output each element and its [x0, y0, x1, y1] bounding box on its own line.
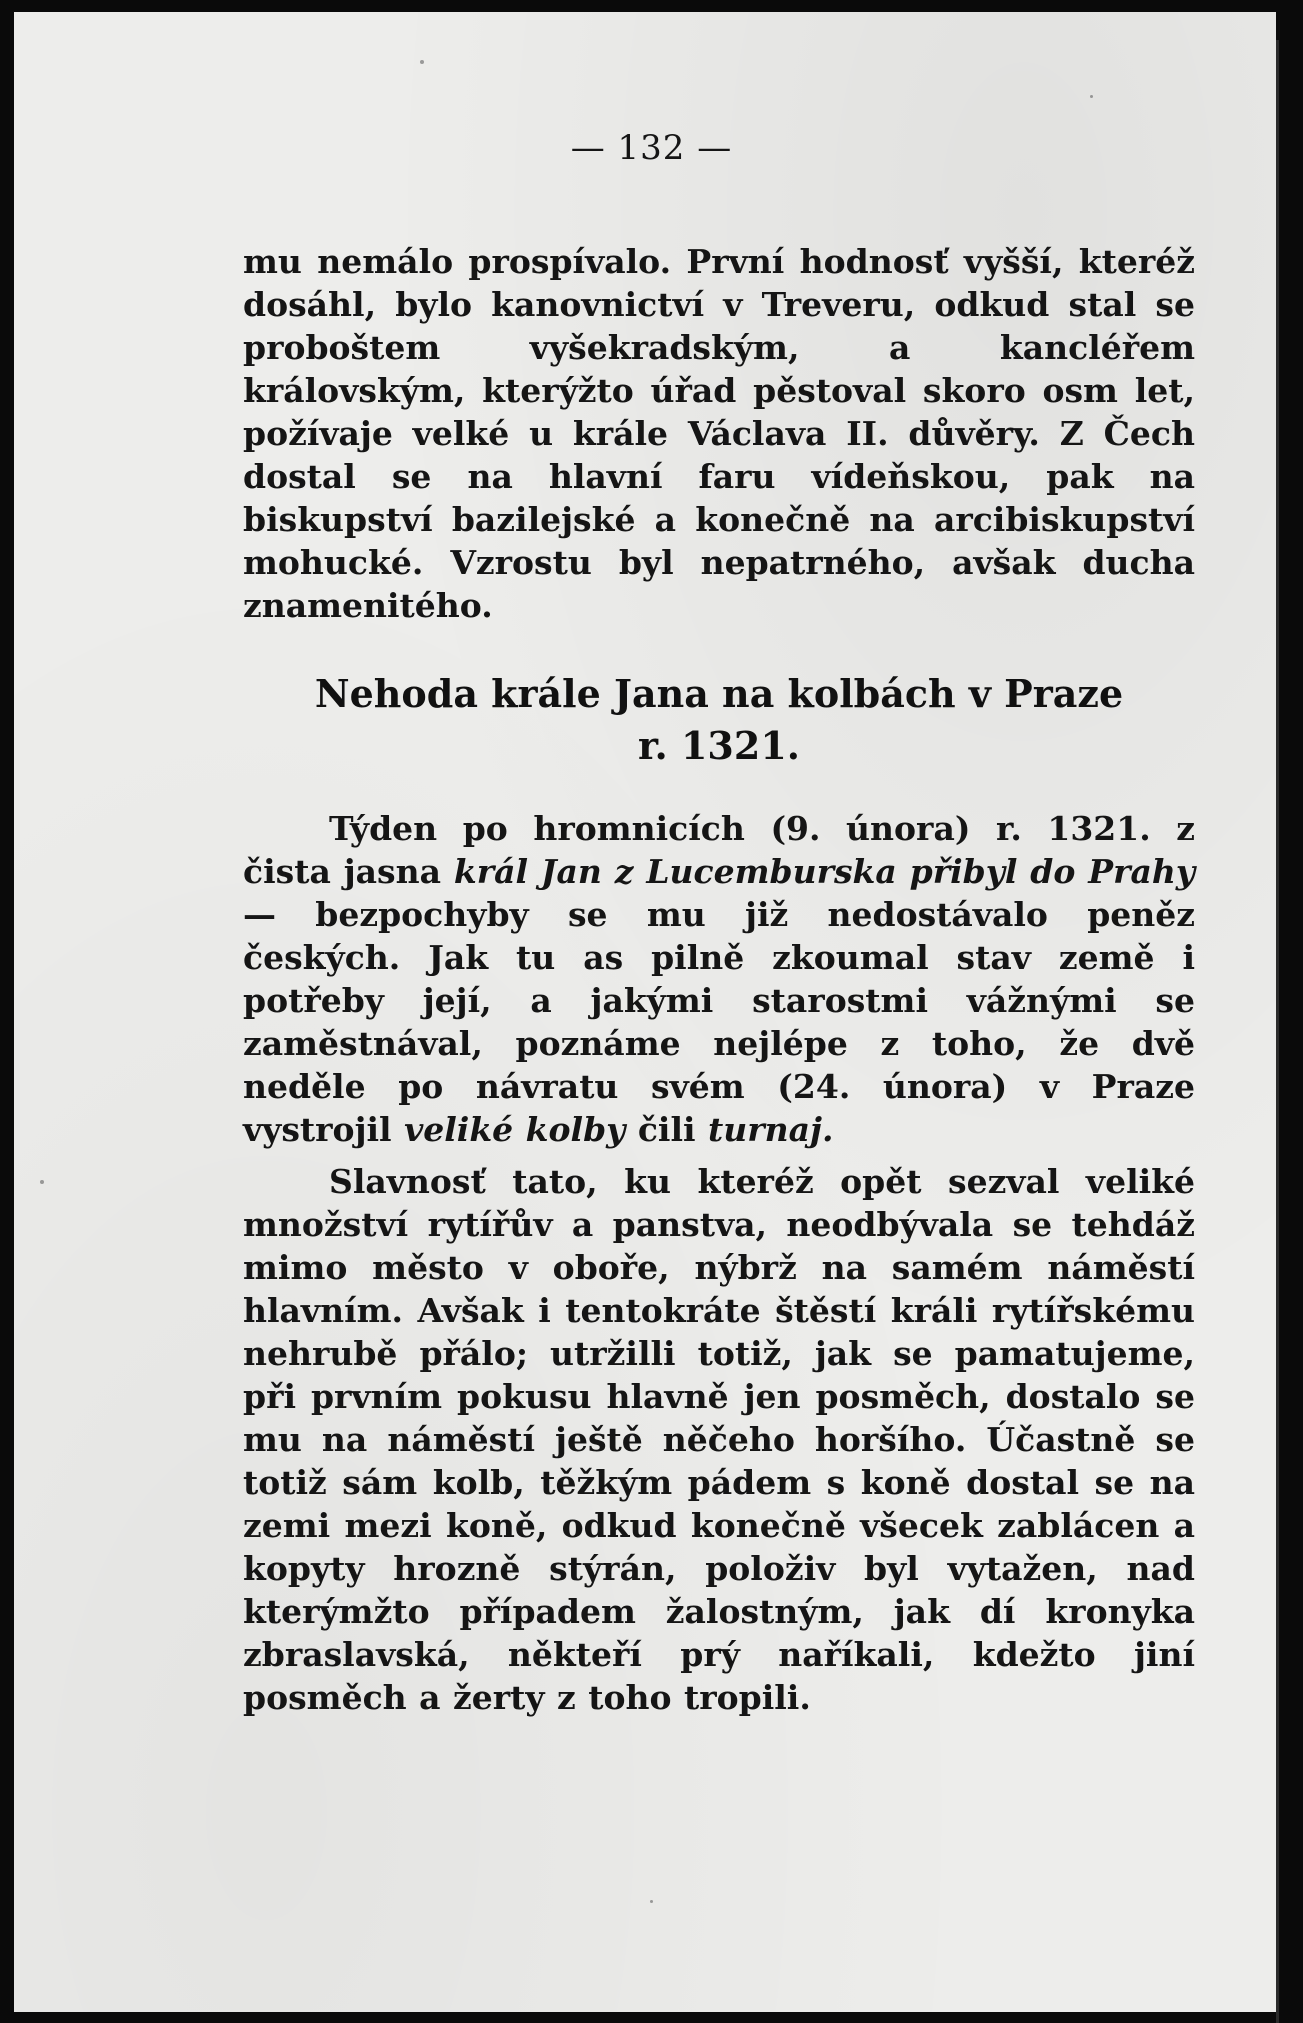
- print-speck: [1090, 95, 1093, 98]
- paragraph-text: Slavnosť tato, ku kteréž opět sezval veliké množství rytířův a panstva, neodbývala se tehdáž mimo město v oboře, nýbrž na samém náměstí hlavním. Avšak i tentokráte štěstí králi rytířskému nehrubě přálo; utržilli totiž, jak se pamatujeme, při prvním pokusu hlavně jen posměch, dostalo se mu na náměstí ještě něčeho horšího. Účastně se totiž sám kolb, těžkým pádem s koně dostal se na zemi mezi koně, odkud konečně všecek zablácen a kopyty hrozně stýrán, položiv byl vytažen, nad kterýmžto případem žalostným, jak dí kronyka zbraslavská, někteří prý naříkali, kdežto jiní posměch a žerty z toho tropili.: [243, 1162, 1195, 1717]
- paragraph-text: mu nemálo prospívalo. První hodnosť vyšší, kteréž dosáhl, bylo kanovnictví v Treveru, odkud stal se proboštem vyšekradským, a kancléřem královským, kterýžto úřad pěstoval skoro osm let, požívaje velké u krále Václava II. důvěry. Z Čech dostal se na hlavní faru vídeňskou, pak na biskupství bazilejské a konečně na arcibiskupství mohucké. Vzrostu byl nepatrného, avšak ducha znamenitého.: [243, 242, 1195, 625]
- text-run: Týden po hromnicích (9. února) r. 1321. z čista jasna: [243, 809, 1195, 891]
- print-speck: [40, 1180, 44, 1184]
- paragraph-continuation: [243, 240, 1195, 627]
- page-number: — 132 —: [570, 128, 733, 168]
- print-speck: [650, 1900, 653, 1903]
- italic-run: král Jan z Lucemburska přibyl do Prahy: [453, 852, 1195, 891]
- text-run: — bezpochyby se mu již nedostávalo peněz českých. Jak tu as pilně zkoumal stav země i potřeby její, a jakými starostmi vážnými se zaměstnával, poznáme nejlépe z toho, že dvě neděle po návratu svém (24. února) v Praze vystrojil: [243, 895, 1195, 1149]
- italic-run: turnaj.: [708, 1110, 834, 1149]
- section-heading: [243, 668, 1195, 772]
- print-speck: [420, 60, 424, 64]
- heading-line-2: r. 1321.: [638, 723, 800, 768]
- text-run: čili: [625, 1110, 709, 1149]
- paragraph-main: [243, 1160, 1195, 1719]
- heading-line-1: Nehoda krále Jana na kolbách v Praze: [314, 671, 1124, 716]
- italic-run: veliké kolby: [404, 1110, 626, 1149]
- paragraph-intro: [243, 807, 1195, 1151]
- page-edge-shadow: [1276, 40, 1289, 2023]
- paragraph-text: [243, 807, 1195, 1151]
